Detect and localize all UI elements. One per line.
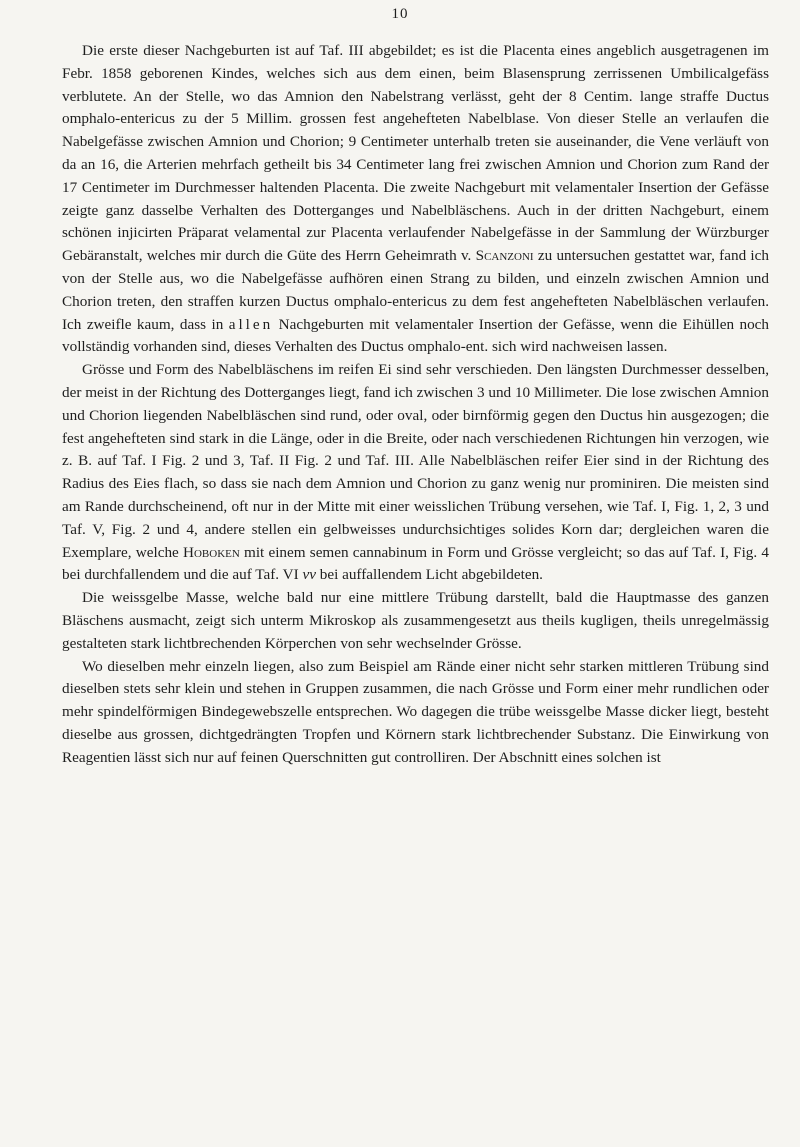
styled-run: Hoboken xyxy=(183,543,240,561)
text-run: mit einem semen cannabinum in Form und Grösse vergleicht; so das auf Taf. I, Fig. 4 bei durchfallendem und die auf Taf. VI xyxy=(62,543,769,584)
paragraph-2 xyxy=(62,359,769,587)
text-run: Grösse und Form des Nabelbläschens im reifen Ei sind sehr verschieden. Den längsten Durchmesser desselben, der meist in der Richtung des Dotterganges liegt, fand ich zwischen 3 und 10 Millimeter. Die lose zwischen Amnion und Chorion liegenden Nabelbläschen sind rund, oder oval, oder birnförmig gegen den Ductus hin ausgezogen; die fest angehefteten sind stark in die Länge, oder in die Breite, oder nach verschiedenen Richtungen hin verzogen, wie z. B. auf Taf. I Fig. 2 und 3, Taf. II Fig. 2 und Taf. III. Alle Nabelbläschen reifer Eier sind in der Richtung des Radius des Eies flach, so dass sie nach dem Amnion und Chorion zu ganz wenig nur prominiren. Die meisten sind am Rande durchscheinend, oft nur in der Mitte mit einer weisslichen Trübung versehen, wie Taf. I, Fig. 1, 2, 3 und Taf. V, Fig. 2 und 4, andere stellen ein gelbweisses undurchsichtiges solides Korn dar; dergleichen waren die Exemplare, welche xyxy=(62,361,769,561)
text-run: bei auffallendem Licht abgebildeten. xyxy=(315,566,543,584)
paragraph-1 xyxy=(62,40,769,359)
text-run: zu untersuchen gestattet war, fand ich von der Stelle aus, wo die Nabelgefässe aufhören einen Strang zu bilden, und einzeln zwischen Amnion und Chorion treten, den straffen kurzen Ductus omphalo-entericus zu dem fest angehefteten Nabelbläschen verlaufen. Ich zweifle kaum, dass in xyxy=(62,247,769,333)
body-text xyxy=(62,40,769,770)
text-run: Die erste dieser Nachgeburten ist auf Taf. III abgebildet; es ist die Placenta eines angeblich ausgetragenen im Febr. 1858 geborenen Kindes, welches sich aus dem einen, beim Blasensprung zerrissenen Umbilicalgefäss verblutete. An der Stelle, wo das Amnion den Nabelstrang verlässt, geht der 8 Centim. lange straffe Ductus omphalo-entericus zu der 5 Millim. grossen fest angehefteten Nabelblase. Von dieser Stelle an verlaufen die Nabelgefässe zwischen Amnion und Chorion; 9 Centimeter unterhalb treten sie auseinander, die Vene verläuft von da an 16, die Arterien mehrfach getheilt bis 34 Centimeter lang frei zwischen Amnion und Chorion zum Rand der 17 Centimeter im Durchmesser haltenden Placenta. Die zweite Nachgeburt mit velamentaler Insertion der Gefässe zeigte ganz dasselbe Verhalten des Dotterganges und Nabelbläschens. Auch in der dritten Nachgeburt, einem schönen injicirten Präparat velamental zur Placenta verlaufender Nabelgefässe in der Sammlung der Würzburger Gebäranstalt, welches mir durch die Güte des Herrn Geheimrath v. xyxy=(62,42,769,265)
paragraph-3 xyxy=(62,587,769,655)
paragraph-4 xyxy=(62,656,769,770)
text-run: Nachgeburten mit velamentaler Insertion der Gefässe, wenn die Eihüllen noch vollständig vorhanden sind, dieses Verhalten des Ductus omphalo-ent. sich wird nachweisen lassen. xyxy=(62,315,770,356)
styled-run: Scanzoni xyxy=(475,247,534,265)
page-number: 10 xyxy=(391,6,409,22)
styled-run: vv xyxy=(302,566,316,584)
styled-run: allen xyxy=(228,315,274,333)
text-run: Die weissgelbe Masse, welche bald nur eine mittlere Trübung darstellt, bald die Hauptmasse des ganzen Bläschens ausmacht, zeigt sich unterm Mikroskop als zusammengesetzt aus theils kugligen, theils unregelmässig gestalteten stark lichtbrechenden Körperchen von sehr wechselnder Grösse. xyxy=(62,589,769,652)
text-run: Wo dieselben mehr einzeln liegen, also zum Beispiel am Rände einer nicht sehr starken mittleren Trübung sind dieselben stets sehr klein und stehen in Gruppen zusammen, die nach Grösse und Form einer mehr rundlichen oder mehr spindelförmigen Bindegewebszelle entsprechen. Wo dagegen die trübe weissgelbe Masse dicker liegt, besteht dieselbe aus grossen, dichtgedrängten Tropfen und Körnern stark lichtbrechender Substanz. Die Einwirkung von Reagentien lässt sich nur auf feinen Querschnitten gut controlliren. Der Abschnitt eines solchen ist xyxy=(62,657,769,766)
